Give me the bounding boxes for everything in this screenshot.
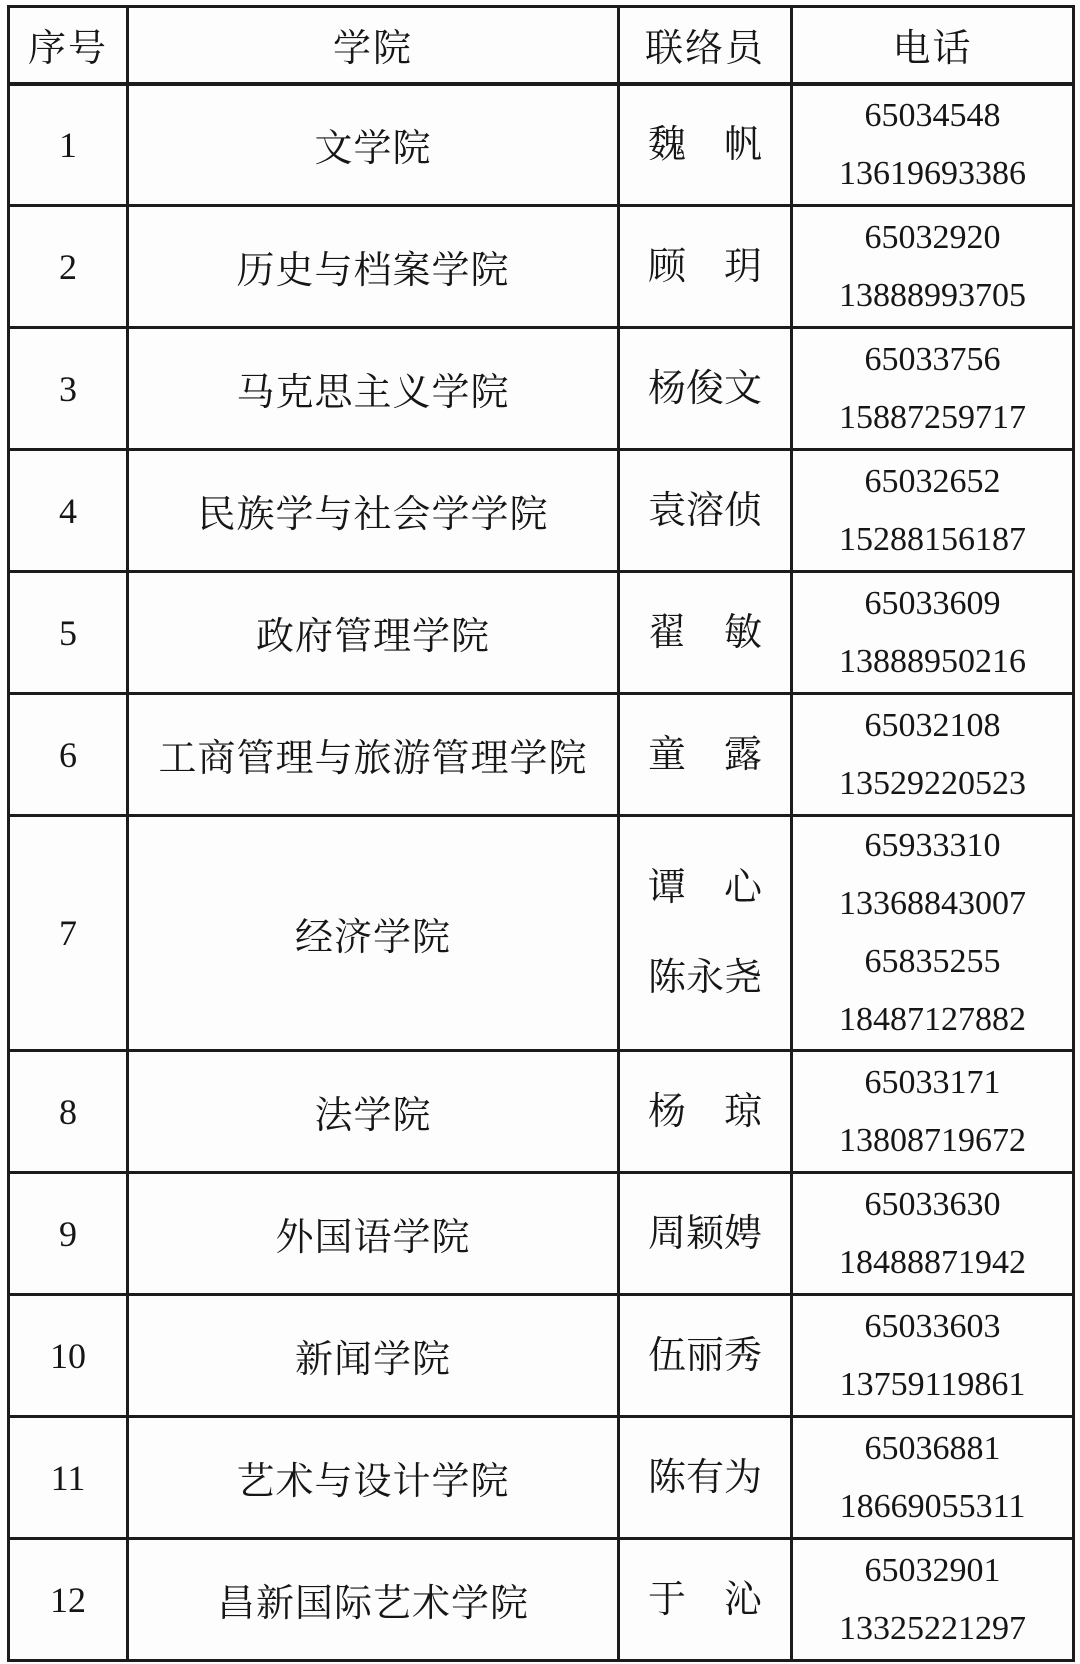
contact-name-line: 童 露 bbox=[647, 733, 762, 776]
college-name: 外国语学院 bbox=[128, 1173, 619, 1295]
college-name: 民族学与社会学学院 bbox=[128, 450, 619, 572]
contact-name-line: 袁溶侦 bbox=[647, 489, 762, 532]
phone-number-line: 13888993705 bbox=[839, 276, 1026, 314]
phone-number-line: 65032652 bbox=[864, 462, 1001, 500]
college-name: 经济学院 bbox=[128, 816, 619, 1051]
header-phone: 电话 bbox=[792, 7, 1074, 84]
row-serial-number: 10 bbox=[9, 1295, 128, 1417]
phone-number-line: 13808719672 bbox=[839, 1121, 1026, 1159]
table-row bbox=[9, 1051, 1074, 1173]
row-serial-number: 4 bbox=[9, 450, 128, 572]
phone-number-line: 65032108 bbox=[864, 706, 1001, 744]
phone-numbers bbox=[792, 816, 1074, 1051]
contact-names bbox=[619, 1051, 792, 1173]
header-row bbox=[9, 7, 1074, 84]
phone-number-line: 18488871942 bbox=[839, 1243, 1026, 1281]
phone-numbers bbox=[792, 84, 1074, 206]
phone-number-line: 13888950216 bbox=[839, 642, 1026, 680]
phone-number-line: 65032920 bbox=[864, 218, 1001, 256]
header-contact-person: 联络员 bbox=[619, 7, 792, 84]
phone-number-line: 13759119861 bbox=[839, 1365, 1026, 1403]
college-name: 艺术与设计学院 bbox=[128, 1417, 619, 1539]
phone-number-line: 65835255 bbox=[864, 943, 1001, 980]
contact-names bbox=[619, 1173, 792, 1295]
phone-number-line: 65033609 bbox=[864, 584, 1001, 622]
phone-number-line: 65036881 bbox=[864, 1429, 1001, 1467]
phone-numbers bbox=[792, 328, 1074, 450]
contact-name-line: 顾 玥 bbox=[647, 245, 762, 288]
phone-number-line: 13529220523 bbox=[839, 764, 1026, 802]
college-name: 工商管理与旅游管理学院 bbox=[128, 694, 619, 816]
table-row bbox=[9, 1173, 1074, 1295]
phone-number-line: 13368843007 bbox=[839, 885, 1026, 922]
contact-name-line: 周颖娉 bbox=[647, 1212, 762, 1255]
contact-names bbox=[619, 1539, 792, 1661]
table-body bbox=[9, 84, 1074, 1661]
phone-number-line: 65034548 bbox=[864, 96, 1001, 134]
row-serial-number: 6 bbox=[9, 694, 128, 816]
contact-names bbox=[619, 1417, 792, 1539]
row-serial-number: 3 bbox=[9, 328, 128, 450]
phone-number-line: 13325221297 bbox=[839, 1609, 1026, 1647]
contact-names bbox=[619, 816, 792, 1051]
phone-numbers bbox=[792, 450, 1074, 572]
phone-number-line: 65033630 bbox=[864, 1185, 1001, 1223]
contact-names bbox=[619, 328, 792, 450]
contact-names bbox=[619, 450, 792, 572]
phone-numbers bbox=[792, 1417, 1074, 1539]
phone-number-line: 13619693386 bbox=[839, 154, 1026, 192]
college-name: 马克思主义学院 bbox=[128, 328, 619, 450]
table-row bbox=[9, 816, 1074, 1051]
header-serial-number: 序号 bbox=[9, 7, 128, 84]
contact-name-line: 于 沁 bbox=[647, 1578, 762, 1621]
row-serial-number: 7 bbox=[9, 816, 128, 1051]
row-serial-number: 8 bbox=[9, 1051, 128, 1173]
header-college: 学院 bbox=[128, 7, 619, 84]
college-contact-table bbox=[7, 5, 1075, 1662]
contact-name-line: 陈永尧 bbox=[647, 957, 762, 999]
row-serial-number: 1 bbox=[9, 84, 128, 206]
phone-numbers bbox=[792, 694, 1074, 816]
college-name: 文学院 bbox=[128, 84, 619, 206]
table-row bbox=[9, 572, 1074, 694]
contact-name-line: 杨 琼 bbox=[647, 1090, 762, 1133]
college-name: 政府管理学院 bbox=[128, 572, 619, 694]
contact-name-line: 陈有为 bbox=[647, 1456, 762, 1499]
row-serial-number: 5 bbox=[9, 572, 128, 694]
contact-name-line: 魏 帆 bbox=[647, 123, 762, 166]
contact-names bbox=[619, 84, 792, 206]
phone-numbers bbox=[792, 572, 1074, 694]
contact-names bbox=[619, 206, 792, 328]
table-row bbox=[9, 1539, 1074, 1661]
contact-name-line: 谭 心 bbox=[647, 867, 762, 909]
phone-number-line: 65033603 bbox=[864, 1307, 1001, 1345]
phone-numbers bbox=[792, 1173, 1074, 1295]
table-row bbox=[9, 1417, 1074, 1539]
contact-names bbox=[619, 572, 792, 694]
row-serial-number: 11 bbox=[9, 1417, 128, 1539]
phone-number-line: 15887259717 bbox=[839, 398, 1026, 436]
phone-number-line: 18487127882 bbox=[839, 1001, 1026, 1038]
phone-number-line: 65032901 bbox=[864, 1551, 1001, 1589]
row-serial-number: 2 bbox=[9, 206, 128, 328]
phone-number-line: 65933310 bbox=[864, 827, 1001, 864]
phone-numbers bbox=[792, 1295, 1074, 1417]
phone-number-line: 15288156187 bbox=[839, 520, 1026, 558]
table-row bbox=[9, 328, 1074, 450]
row-serial-number: 9 bbox=[9, 1173, 128, 1295]
college-name: 法学院 bbox=[128, 1051, 619, 1173]
row-serial-number: 12 bbox=[9, 1539, 128, 1661]
phone-numbers bbox=[792, 206, 1074, 328]
phone-number-line: 65033756 bbox=[864, 340, 1001, 378]
contact-name-line: 杨俊文 bbox=[647, 367, 762, 410]
phone-numbers bbox=[792, 1539, 1074, 1661]
phone-number-line: 18669055311 bbox=[839, 1487, 1026, 1525]
college-name: 昌新国际艺术学院 bbox=[128, 1539, 619, 1661]
phone-numbers bbox=[792, 1051, 1074, 1173]
contact-names bbox=[619, 694, 792, 816]
phone-number-line: 65033171 bbox=[864, 1063, 1001, 1101]
table-row bbox=[9, 206, 1074, 328]
table-row bbox=[9, 450, 1074, 572]
college-name: 历史与档案学院 bbox=[128, 206, 619, 328]
contact-name-line: 伍丽秀 bbox=[647, 1334, 762, 1377]
table-row bbox=[9, 84, 1074, 206]
table-row bbox=[9, 694, 1074, 816]
contact-name-line: 翟 敏 bbox=[647, 611, 762, 654]
table-row bbox=[9, 1295, 1074, 1417]
contact-names bbox=[619, 1295, 792, 1417]
college-name: 新闻学院 bbox=[128, 1295, 619, 1417]
